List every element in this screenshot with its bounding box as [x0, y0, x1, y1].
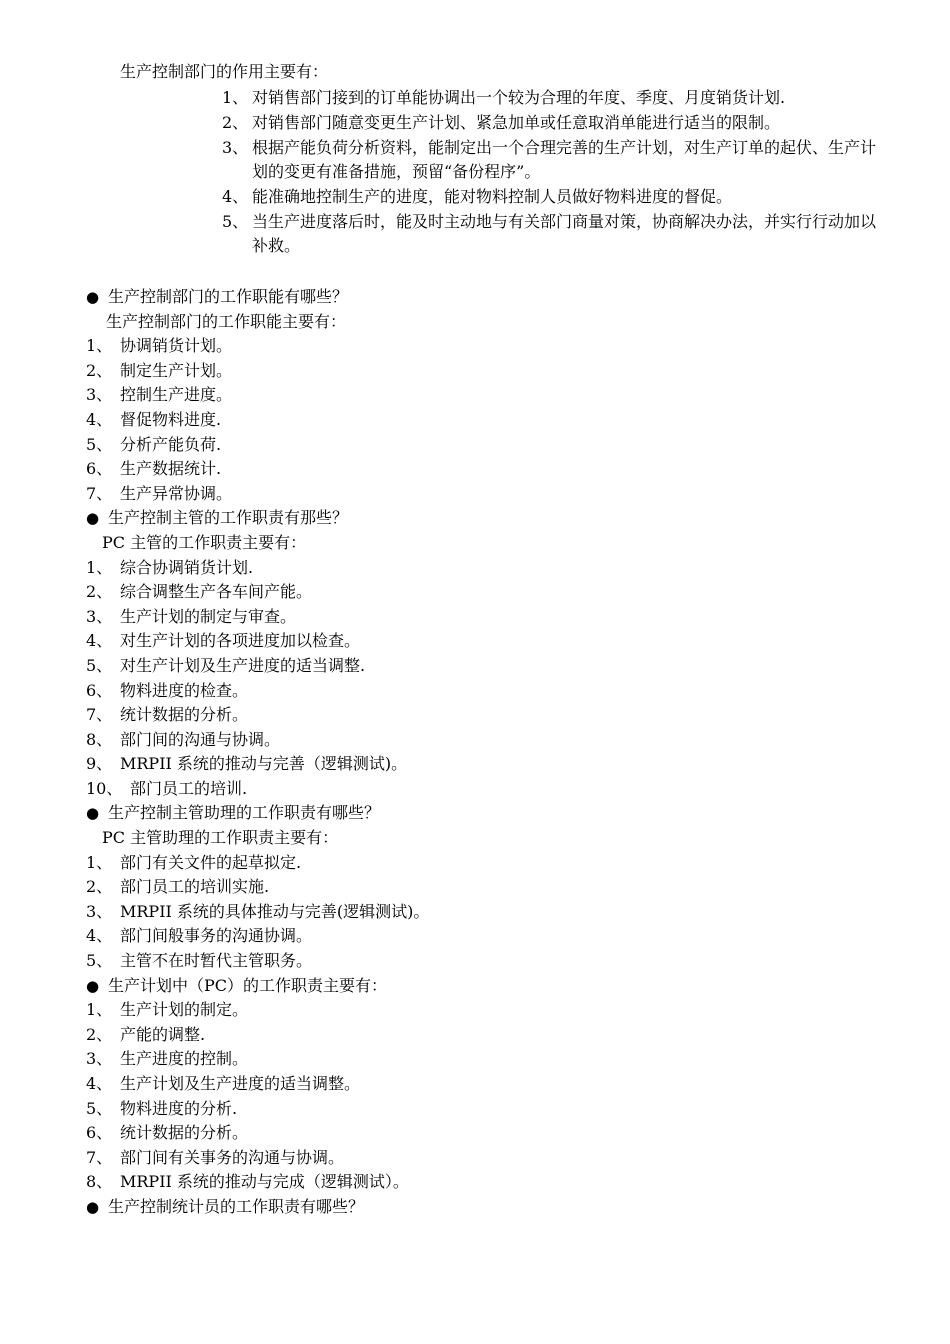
- item-number: 4、: [86, 926, 113, 946]
- list-item: [86, 408, 886, 433]
- roles-item-text: 对销售部门随意变更生产计划、紧急加单或任意取消单能进行适当的限制。: [252, 113, 781, 132]
- item-text: 主管不在时暂代主管职务。: [120, 951, 313, 971]
- item-number: 8、: [86, 729, 113, 749]
- section-question: [86, 801, 886, 826]
- sections-flow: [86, 285, 886, 1220]
- roles-item-number: 3、: [222, 138, 249, 157]
- list-item: [86, 679, 886, 704]
- item-text: 综合协调销货计划.: [120, 557, 254, 577]
- list-item: [86, 334, 886, 359]
- item-text: 对生产计划及生产进度的适当调整.: [120, 655, 366, 675]
- item-number: 4、: [86, 1074, 113, 1093]
- roles-item-text: 根据产能负荷分析资料，能制定出一个合理完善的生产计划，对生产订单的起伏、生产计划的变更有准备措施，预留“备份程序”。: [252, 138, 877, 181]
- list-item: [86, 1097, 886, 1122]
- list-item: [86, 556, 886, 581]
- item-text: 部门间的沟通与协调。: [120, 729, 281, 749]
- item-number: 3、: [86, 901, 113, 921]
- item-text: 综合调整生产各车间产能。: [120, 582, 313, 602]
- item-number: 10、: [86, 778, 123, 798]
- item-text: 物料进度的分析.: [120, 1098, 238, 1118]
- question-text: 生产控制部门的工作职能有哪些？: [108, 287, 349, 306]
- item-text: MRPII 系统的推动与完善（逻辑测试)。: [120, 754, 408, 774]
- item-number: 2、: [86, 877, 113, 897]
- list-item: [86, 1170, 886, 1195]
- roles-item-text: 能准确地控制生产的进度，能对物料控制人员做好物料进度的督促。: [252, 187, 733, 206]
- item-text: 分析产能负荷.: [120, 434, 222, 454]
- list-item: [86, 1072, 886, 1097]
- roles-item: [222, 136, 882, 184]
- item-text: 统计数据的分析。: [120, 705, 249, 725]
- item-text: 生产进度的控制。: [120, 1049, 249, 1069]
- section-question: [86, 1195, 886, 1220]
- list-item: [86, 457, 886, 482]
- item-text: 部门间般事务的沟通协调。: [120, 926, 313, 946]
- list-item: [86, 728, 886, 753]
- section-answer: 生产控制部门的工作职能主要有：: [106, 311, 347, 331]
- roles-list: [0, 86, 950, 258]
- list-item: [86, 1023, 886, 1048]
- item-number: 4、: [86, 631, 113, 651]
- roles-item: [222, 210, 882, 258]
- section-question: [86, 974, 886, 999]
- item-number: 7、: [86, 483, 113, 503]
- list-item: [86, 703, 886, 728]
- section-question: [86, 506, 886, 531]
- list-item: [86, 875, 886, 900]
- roles-item-number: 4、: [222, 187, 249, 206]
- item-text: 督促物料进度.: [120, 409, 222, 429]
- item-text: 控制生产进度。: [120, 385, 233, 405]
- roles-item-number: 5、: [222, 212, 249, 231]
- list-item: [86, 900, 886, 925]
- list-item: [86, 998, 886, 1023]
- section-answer: PC 主管的工作职责主要有：: [102, 532, 307, 552]
- list-item: [86, 580, 886, 605]
- item-number: 1、: [86, 1000, 113, 1020]
- item-number: 6、: [86, 459, 113, 479]
- item-text: 产能的调整.: [120, 1024, 206, 1044]
- bullet-icon: ●: [86, 509, 100, 528]
- bullet-icon: ●: [86, 976, 100, 995]
- item-text: 部门员工的培训实施.: [120, 877, 270, 897]
- item-text: 部门员工的培训.: [130, 778, 248, 798]
- roles-item: [222, 86, 882, 110]
- roles-item-number: 1、: [222, 88, 249, 107]
- list-item: [86, 851, 886, 876]
- item-number: 6、: [86, 1123, 113, 1143]
- item-number: 7、: [86, 705, 113, 725]
- item-number: 4、: [86, 409, 113, 429]
- question-text: 生产计划中（PC）的工作职责主要有：: [108, 975, 388, 995]
- list-item: [86, 752, 886, 777]
- list-item: [86, 383, 886, 408]
- list-item: [86, 924, 886, 949]
- intro-text: 生产控制部门的作用主要有：: [120, 62, 329, 81]
- bullet-icon: ●: [86, 804, 100, 823]
- item-text: 部门有关文件的起草拟定.: [120, 852, 302, 872]
- roles-item-number: 2、: [222, 113, 249, 132]
- item-text: MRPII 系统的具体推动与完善(逻辑测试)。: [120, 901, 430, 921]
- item-number: 2、: [86, 1024, 113, 1044]
- list-item: [86, 949, 886, 974]
- list-item: [86, 654, 886, 679]
- item-text: 物料进度的检查。: [120, 680, 249, 700]
- item-number: 8、: [86, 1172, 113, 1192]
- item-text: 对生产计划的各项进度加以检查。: [120, 631, 361, 651]
- list-item: [86, 1146, 886, 1171]
- item-number: 3、: [86, 1049, 113, 1069]
- roles-item-text: 当生产进度落后时，能及时主动地与有关部门商量对策，协商解决办法，并实行行动加以补救。: [252, 212, 877, 255]
- question-text: 生产控制主管助理的工作职责有哪些？: [108, 803, 381, 823]
- list-item: [86, 1047, 886, 1072]
- item-text: 生产异常协调。: [120, 483, 233, 503]
- item-text: MRPII 系统的推动与完成（逻辑测试）。: [120, 1172, 409, 1192]
- item-number: 5、: [86, 655, 113, 675]
- item-text: 统计数据的分析。: [120, 1123, 249, 1143]
- item-number: 5、: [86, 951, 113, 971]
- item-number: 1、: [86, 557, 113, 577]
- item-text: 生产计划的制定与审查。: [120, 606, 297, 626]
- item-number: 7、: [86, 1147, 113, 1167]
- section-question: [86, 285, 886, 310]
- item-number: 3、: [86, 385, 113, 405]
- item-number: 5、: [86, 434, 113, 454]
- item-number: 6、: [86, 680, 113, 700]
- item-number: 1、: [86, 852, 113, 872]
- question-text: 生产控制主管的工作职责有那些？: [108, 508, 349, 528]
- item-text: 制定生产计划。: [120, 360, 233, 380]
- item-number: 2、: [86, 582, 113, 602]
- roles-item: [222, 185, 882, 209]
- item-text: 生产计划的制定。: [120, 1000, 249, 1020]
- item-text: 协调销货计划。: [120, 336, 233, 356]
- question-text: 生产控制统计员的工作职责有哪些？: [108, 1196, 365, 1216]
- list-item: [86, 359, 886, 384]
- bullet-icon: ●: [86, 288, 100, 306]
- roles-item: [222, 111, 882, 135]
- list-item: [86, 629, 886, 654]
- item-number: 2、: [86, 360, 113, 380]
- item-text: 部门间有关事务的沟通与协调。: [120, 1147, 345, 1167]
- item-number: 1、: [86, 336, 113, 356]
- item-text: 生产计划及生产进度的适当调整。: [120, 1074, 361, 1093]
- list-item: [86, 605, 886, 630]
- list-item: [86, 433, 886, 458]
- item-number: 3、: [86, 606, 113, 626]
- item-number: 9、: [86, 754, 113, 774]
- roles-item-text: 对销售部门接到的订单能协调出一个较为合理的年度、季度、月度销货计划.: [252, 88, 786, 107]
- list-item: [86, 482, 886, 507]
- list-item: [86, 1121, 886, 1146]
- bullet-icon: ●: [86, 1197, 100, 1216]
- list-item: [86, 777, 886, 802]
- section-answer: PC 主管助理的工作职责主要有：: [102, 828, 339, 848]
- item-number: 5、: [86, 1098, 113, 1118]
- item-text: 生产数据统计.: [120, 459, 222, 479]
